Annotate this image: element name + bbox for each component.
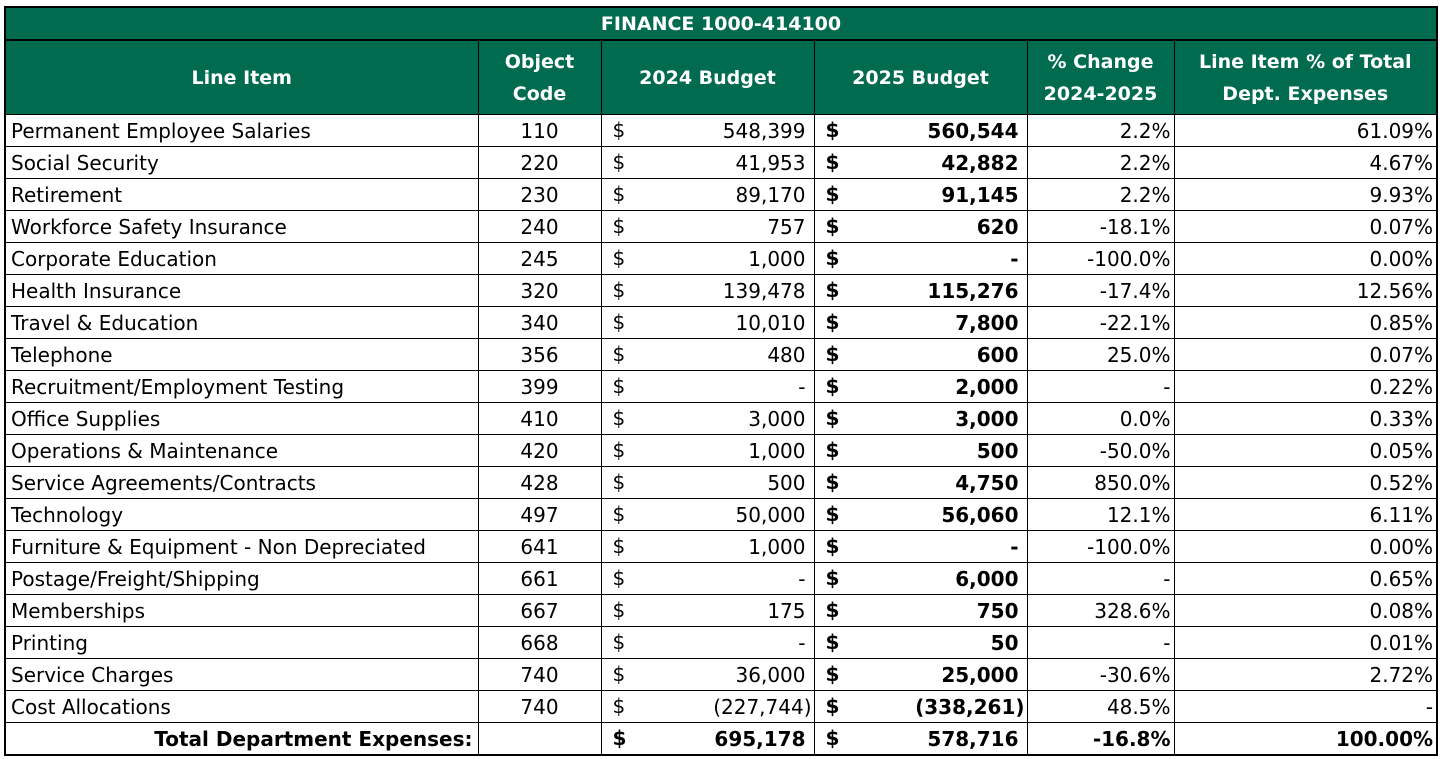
cell-pct-change: - [1027, 627, 1174, 659]
currency-symbol: $ [612, 662, 626, 686]
currency-symbol: $ [825, 598, 840, 622]
currency-symbol: $ [825, 150, 840, 174]
total-2025-budget-amount: 578,716 [927, 726, 1019, 751]
header-object-code-line1: Object [504, 50, 575, 73]
cell-pct-change: -22.1% [1027, 307, 1174, 339]
cell-pct-total: 6.11% [1174, 499, 1437, 531]
cell-object-code: 641 [478, 531, 601, 563]
cell-2025-budget-amount: 750 [976, 598, 1019, 623]
currency-symbol: $ [612, 534, 626, 558]
cell-pct-change: 12.1% [1027, 499, 1174, 531]
currency-symbol: $ [825, 118, 840, 142]
cell-object-code: 399 [478, 371, 601, 403]
total-pct-change: -16.8% [1027, 723, 1174, 756]
table-row [5, 435, 1437, 467]
cell-2024-budget-amount: 757 [767, 214, 806, 239]
table-title: FINANCE 1000-414100 [5, 7, 1437, 40]
cell-object-code: 668 [478, 627, 601, 659]
cell-object-code: 110 [478, 115, 601, 147]
currency-symbol: $ [825, 342, 840, 366]
table-row [5, 275, 1437, 307]
finance-budget-table [4, 6, 1438, 756]
total-row [5, 723, 1437, 756]
currency-symbol: $ [825, 214, 840, 238]
currency-symbol: $ [612, 150, 626, 174]
header-2025-budget: 2025 Budget [814, 40, 1027, 115]
cell-line-item: Health Insurance [5, 275, 478, 307]
cell-object-code: 420 [478, 435, 601, 467]
cell-2024-budget [601, 147, 814, 179]
total-2024-budget [601, 723, 814, 756]
cell-object-code: 740 [478, 659, 601, 691]
cell-2024-budget-amount: 548,399 [722, 118, 806, 143]
table-row [5, 691, 1437, 723]
cell-2025-budget-amount: 4,750 [955, 470, 1019, 495]
currency-symbol: $ [612, 726, 627, 750]
currency-symbol: $ [612, 374, 626, 398]
cell-2025-budget-amount: 91,145 [941, 182, 1019, 207]
cell-2024-budget-amount: 36,000 [735, 662, 806, 687]
cell-object-code: 667 [478, 595, 601, 627]
cell-2025-budget-amount: 600 [976, 342, 1019, 367]
cell-2024-budget [601, 499, 814, 531]
cell-pct-total: 9.93% [1174, 179, 1437, 211]
cell-2024-budget [601, 691, 814, 723]
cell-2024-budget-amount: - [798, 566, 806, 591]
cell-pct-change: 328.6% [1027, 595, 1174, 627]
cell-2025-budget [814, 275, 1027, 307]
cell-2025-budget-amount: - [1010, 246, 1019, 271]
cell-2024-budget [601, 563, 814, 595]
table-row [5, 531, 1437, 563]
currency-symbol: $ [612, 342, 626, 366]
cell-line-item: Postage/Freight/Shipping [5, 563, 478, 595]
total-object-code [478, 723, 601, 756]
cell-2024-budget [601, 243, 814, 275]
currency-symbol: $ [825, 470, 840, 494]
table-row [5, 115, 1437, 147]
currency-symbol: $ [825, 726, 840, 750]
cell-2024-budget [601, 595, 814, 627]
cell-2024-budget-amount: (227,744) [713, 694, 812, 719]
header-pct-change [1027, 40, 1174, 115]
cell-2024-budget-amount: 480 [767, 342, 806, 367]
cell-pct-change: - [1027, 563, 1174, 595]
cell-2024-budget [601, 211, 814, 243]
currency-symbol: $ [825, 406, 840, 430]
currency-symbol: $ [825, 694, 840, 718]
total-2024-budget-amount: 695,178 [714, 726, 806, 751]
cell-2025-budget-amount: 56,060 [941, 502, 1019, 527]
cell-2025-budget [814, 435, 1027, 467]
cell-2024-budget-amount: 139,478 [722, 278, 806, 303]
cell-2024-budget-amount: - [798, 374, 806, 399]
cell-2025-budget-amount: - [1010, 534, 1019, 559]
header-pct-change-line1: % Change [1047, 50, 1154, 73]
cell-2024-budget-amount: 175 [767, 598, 806, 623]
cell-2025-budget-amount: 2,000 [955, 374, 1019, 399]
cell-pct-total: 0.08% [1174, 595, 1437, 627]
cell-object-code: 320 [478, 275, 601, 307]
cell-2024-budget [601, 403, 814, 435]
cell-pct-change: -100.0% [1027, 243, 1174, 275]
cell-pct-change: 0.0% [1027, 403, 1174, 435]
cell-object-code: 245 [478, 243, 601, 275]
cell-object-code: 240 [478, 211, 601, 243]
cell-line-item: Cost Allocations [5, 691, 478, 723]
cell-pct-change: 850.0% [1027, 467, 1174, 499]
cell-pct-change: 25.0% [1027, 339, 1174, 371]
cell-pct-total: 12.56% [1174, 275, 1437, 307]
header-row [5, 40, 1437, 115]
cell-pct-total: 0.01% [1174, 627, 1437, 659]
cell-2024-budget-amount: 89,170 [735, 182, 806, 207]
cell-2025-budget [814, 691, 1027, 723]
cell-2024-budget [601, 531, 814, 563]
cell-pct-total: 0.52% [1174, 467, 1437, 499]
cell-pct-change: 48.5% [1027, 691, 1174, 723]
cell-pct-total: 0.07% [1174, 211, 1437, 243]
table-row [5, 147, 1437, 179]
table-row [5, 339, 1437, 371]
header-object-code-line2: Code [512, 82, 567, 105]
cell-2024-budget [601, 115, 814, 147]
cell-pct-total: 0.00% [1174, 243, 1437, 275]
table-row [5, 467, 1437, 499]
cell-pct-change: - [1027, 371, 1174, 403]
header-pct-total-line2: Dept. Expenses [1222, 82, 1389, 105]
cell-line-item: Service Charges [5, 659, 478, 691]
cell-pct-total: 4.67% [1174, 147, 1437, 179]
cell-pct-total: 0.85% [1174, 307, 1437, 339]
cell-line-item: Telephone [5, 339, 478, 371]
cell-2025-budget [814, 627, 1027, 659]
currency-symbol: $ [825, 246, 840, 270]
currency-symbol: $ [825, 662, 840, 686]
cell-object-code: 340 [478, 307, 601, 339]
cell-object-code: 740 [478, 691, 601, 723]
currency-symbol: $ [612, 118, 626, 142]
cell-line-item: Technology [5, 499, 478, 531]
cell-pct-total: 0.65% [1174, 563, 1437, 595]
cell-pct-change: -50.0% [1027, 435, 1174, 467]
currency-symbol: $ [612, 470, 626, 494]
cell-pct-total: 2.72% [1174, 659, 1437, 691]
currency-symbol: $ [612, 694, 626, 718]
cell-line-item: Service Agreements/Contracts [5, 467, 478, 499]
cell-2024-budget [601, 627, 814, 659]
cell-line-item: Office Supplies [5, 403, 478, 435]
table-body [5, 115, 1437, 756]
cell-2024-budget [601, 659, 814, 691]
cell-pct-change: -30.6% [1027, 659, 1174, 691]
cell-2025-budget [814, 307, 1027, 339]
cell-pct-total: 0.33% [1174, 403, 1437, 435]
table-row [5, 595, 1437, 627]
cell-2024-budget [601, 467, 814, 499]
table-row [5, 371, 1437, 403]
cell-pct-change: -100.0% [1027, 531, 1174, 563]
currency-symbol: $ [612, 214, 626, 238]
total-pct-total: 100.00% [1174, 723, 1437, 756]
cell-2024-budget [601, 275, 814, 307]
cell-object-code: 497 [478, 499, 601, 531]
cell-2025-budget-amount: 6,000 [955, 566, 1019, 591]
table-row [5, 563, 1437, 595]
total-2025-budget [814, 723, 1027, 756]
cell-2025-budget [814, 147, 1027, 179]
cell-line-item: Furniture & Equipment - Non Depreciated [5, 531, 478, 563]
cell-2025-budget-amount: 500 [976, 438, 1019, 463]
cell-pct-change: -17.4% [1027, 275, 1174, 307]
table-row [5, 211, 1437, 243]
header-object-code [478, 40, 601, 115]
cell-line-item: Permanent Employee Salaries [5, 115, 478, 147]
cell-line-item: Operations & Maintenance [5, 435, 478, 467]
cell-pct-change: -18.1% [1027, 211, 1174, 243]
cell-object-code: 356 [478, 339, 601, 371]
cell-2025-budget [814, 243, 1027, 275]
cell-2024-budget-amount: - [798, 630, 806, 655]
cell-2024-budget-amount: 1,000 [748, 246, 806, 271]
cell-2024-budget-amount: 500 [767, 470, 806, 495]
currency-symbol: $ [612, 406, 626, 430]
cell-2025-budget-amount: 620 [976, 214, 1019, 239]
cell-2025-budget [814, 467, 1027, 499]
header-pct-total [1174, 40, 1437, 115]
cell-pct-total: 61.09% [1174, 115, 1437, 147]
currency-symbol: $ [612, 630, 626, 654]
cell-pct-total: 0.05% [1174, 435, 1437, 467]
cell-2024-budget [601, 179, 814, 211]
currency-symbol: $ [825, 438, 840, 462]
cell-2025-budget [814, 499, 1027, 531]
cell-line-item: Corporate Education [5, 243, 478, 275]
cell-2025-budget-amount: 115,276 [927, 278, 1019, 303]
cell-2025-budget [814, 563, 1027, 595]
cell-2025-budget [814, 115, 1027, 147]
cell-pct-total: 0.00% [1174, 531, 1437, 563]
currency-symbol: $ [612, 598, 626, 622]
currency-symbol: $ [612, 246, 626, 270]
cell-line-item: Social Security [5, 147, 478, 179]
cell-2025-budget [814, 659, 1027, 691]
cell-2025-budget-amount: (338,261) [915, 694, 1025, 719]
cell-object-code: 220 [478, 147, 601, 179]
cell-2025-budget-amount: 50 [990, 630, 1019, 655]
currency-symbol: $ [612, 438, 626, 462]
cell-line-item: Retirement [5, 179, 478, 211]
cell-2024-budget [601, 339, 814, 371]
currency-symbol: $ [825, 502, 840, 526]
cell-2024-budget [601, 435, 814, 467]
cell-line-item: Recruitment/Employment Testing [5, 371, 478, 403]
currency-symbol: $ [825, 278, 840, 302]
cell-2024-budget [601, 307, 814, 339]
table-row [5, 307, 1437, 339]
table-row [5, 499, 1437, 531]
currency-symbol: $ [612, 182, 626, 206]
cell-pct-change: 2.2% [1027, 115, 1174, 147]
currency-symbol: $ [825, 310, 840, 334]
cell-object-code: 410 [478, 403, 601, 435]
currency-symbol: $ [825, 566, 840, 590]
cell-object-code: 661 [478, 563, 601, 595]
cell-2024-budget-amount: 1,000 [748, 438, 806, 463]
table-row [5, 243, 1437, 275]
total-label: Total Department Expenses: [5, 723, 478, 756]
cell-2024-budget-amount: 10,010 [735, 310, 806, 335]
cell-2025-budget [814, 371, 1027, 403]
cell-2024-budget-amount: 3,000 [748, 406, 806, 431]
cell-2025-budget [814, 595, 1027, 627]
cell-2025-budget-amount: 3,000 [955, 406, 1019, 431]
cell-2025-budget [814, 179, 1027, 211]
cell-object-code: 230 [478, 179, 601, 211]
cell-2025-budget [814, 531, 1027, 563]
cell-2025-budget [814, 211, 1027, 243]
table-row [5, 627, 1437, 659]
cell-2025-budget [814, 339, 1027, 371]
cell-2025-budget-amount: 25,000 [941, 662, 1019, 687]
cell-2025-budget-amount: 560,544 [927, 118, 1019, 143]
currency-symbol: $ [612, 502, 626, 526]
header-pct-total-line1: Line Item % of Total [1198, 50, 1412, 73]
table-row [5, 179, 1437, 211]
currency-symbol: $ [612, 310, 626, 334]
table-row [5, 403, 1437, 435]
cell-2024-budget-amount: 50,000 [735, 502, 806, 527]
cell-object-code: 428 [478, 467, 601, 499]
currency-symbol: $ [825, 374, 840, 398]
cell-2025-budget-amount: 7,800 [955, 310, 1019, 335]
header-2024-budget: 2024 Budget [601, 40, 814, 115]
cell-pct-total: 0.07% [1174, 339, 1437, 371]
header-pct-change-line2: 2024-2025 [1043, 82, 1158, 105]
cell-pct-total: 0.22% [1174, 371, 1437, 403]
currency-symbol: $ [825, 534, 840, 558]
table-title-row [5, 7, 1437, 40]
currency-symbol: $ [825, 630, 840, 654]
cell-line-item: Printing [5, 627, 478, 659]
currency-symbol: $ [612, 566, 626, 590]
cell-2025-budget [814, 403, 1027, 435]
cell-line-item: Travel & Education [5, 307, 478, 339]
table-row [5, 659, 1437, 691]
cell-pct-change: 2.2% [1027, 147, 1174, 179]
cell-line-item: Memberships [5, 595, 478, 627]
currency-symbol: $ [612, 278, 626, 302]
cell-pct-total: - [1174, 691, 1437, 723]
cell-2025-budget-amount: 42,882 [941, 150, 1019, 175]
cell-pct-change: 2.2% [1027, 179, 1174, 211]
header-line-item: Line Item [5, 40, 478, 115]
cell-2024-budget [601, 371, 814, 403]
cell-2024-budget-amount: 41,953 [735, 150, 806, 175]
cell-line-item: Workforce Safety Insurance [5, 211, 478, 243]
currency-symbol: $ [825, 182, 840, 206]
cell-2024-budget-amount: 1,000 [748, 534, 806, 559]
